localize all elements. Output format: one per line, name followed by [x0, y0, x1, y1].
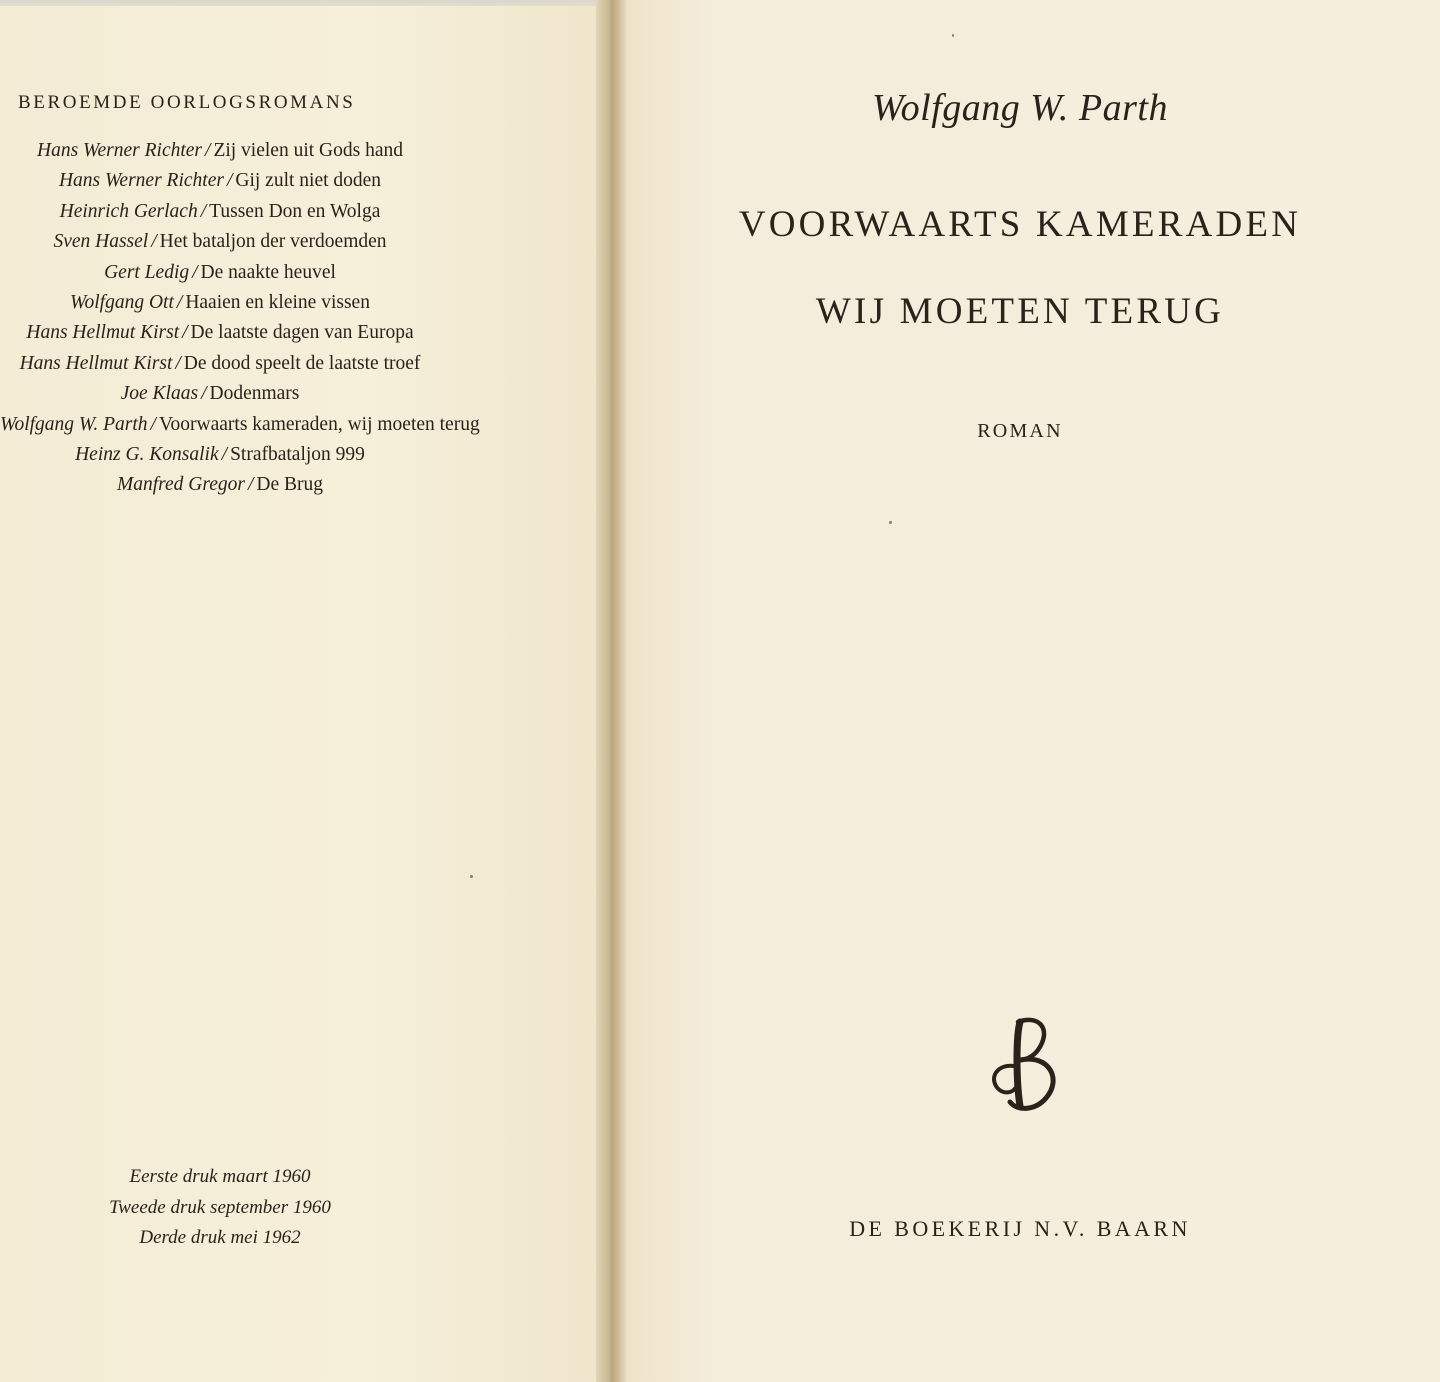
- book-title: Het bataljon der verdoemden: [159, 231, 387, 253]
- paper-speck: [889, 521, 892, 524]
- separator: /: [192, 261, 198, 283]
- list-item: [0, 197, 440, 227]
- book-title: De dood speelt de laatste troef: [183, 352, 421, 374]
- book-author: Wolfgang W. Parth: [0, 413, 148, 435]
- edition-line: Eerste druk maart 1960: [129, 1166, 311, 1187]
- list-item: [0, 318, 440, 348]
- book-author: Hans Hellmut Kirst: [26, 322, 180, 344]
- book-author-heading: Wolfgang W. Parth: [871, 87, 1168, 129]
- separator: /: [226, 170, 233, 192]
- paper-speck: [470, 875, 473, 878]
- book-title: Gij zult niet doden: [235, 170, 382, 192]
- series-title: BEROEMDE OORLOGSROMANS: [18, 92, 356, 113]
- book-author: Sven Hassel: [53, 231, 149, 253]
- separator: /: [176, 291, 183, 313]
- list-item: [0, 227, 440, 257]
- list-item: [0, 440, 440, 470]
- separator: /: [247, 474, 254, 496]
- separator: /: [150, 413, 156, 435]
- book-author: Manfred Gregor: [116, 474, 245, 496]
- separator: /: [205, 140, 211, 161]
- book-author: Wolfgang Ott: [70, 291, 174, 313]
- separator: /: [221, 443, 228, 465]
- book-title-line-2: WIJ MOETEN TERUG: [815, 291, 1225, 332]
- paper-speck: [952, 34, 954, 37]
- edition-history: [0, 1162, 440, 1254]
- list-item: [0, 379, 420, 409]
- book-title: De laatste dagen van Europa: [190, 322, 414, 344]
- genre-label: ROMAN: [977, 420, 1063, 442]
- separator: /: [182, 322, 188, 344]
- book-title: Voorwaarts kameraden, wij moeten terug: [158, 413, 480, 435]
- book-author: Hans Werner Richter: [58, 170, 224, 192]
- list-item: [0, 349, 440, 379]
- list-item: [0, 410, 480, 440]
- list-item: [0, 136, 440, 166]
- book-title: Dodenmars: [209, 383, 300, 405]
- book-author: Joe Klaas: [120, 383, 199, 405]
- book-title: Haaien en kleine vissen: [185, 291, 370, 313]
- separator: /: [201, 383, 207, 405]
- book-author: Heinz G. Konsalik: [75, 443, 219, 465]
- book-author: Heinrich Gerlach: [59, 200, 198, 222]
- left-page: [0, 6, 612, 1382]
- book-title: Tussen Don en Wolga: [209, 200, 381, 222]
- book-title: Zij vielen uit Gods hand: [213, 140, 403, 161]
- book-list: [0, 136, 480, 501]
- list-item: [0, 258, 440, 288]
- book-title: Strafbataljon 999: [230, 443, 365, 465]
- book-author: Hans Hellmut Kirst: [19, 352, 173, 374]
- edition-line: Derde druk mei 1962: [139, 1227, 301, 1248]
- book-title: De naakte heuvel: [200, 261, 336, 283]
- edition-line: Tweede druk september 1960: [109, 1196, 331, 1218]
- separator: /: [151, 231, 157, 253]
- list-item: [0, 166, 440, 196]
- book-title-line-1: VOORWAARTS KAMERADEN: [738, 204, 1302, 245]
- book-title: De Brug: [256, 474, 324, 496]
- list-item: [0, 288, 440, 318]
- list-item: [0, 470, 440, 500]
- book-author: Hans Werner Richter: [37, 140, 203, 161]
- publisher-logo-icon: [980, 1010, 1070, 1120]
- separator: /: [200, 200, 207, 222]
- separator: /: [175, 352, 181, 374]
- book-author: Gert Ledig: [104, 261, 190, 283]
- publisher-name: DE BOEKERIJ N.V. BAARN: [849, 1216, 1191, 1241]
